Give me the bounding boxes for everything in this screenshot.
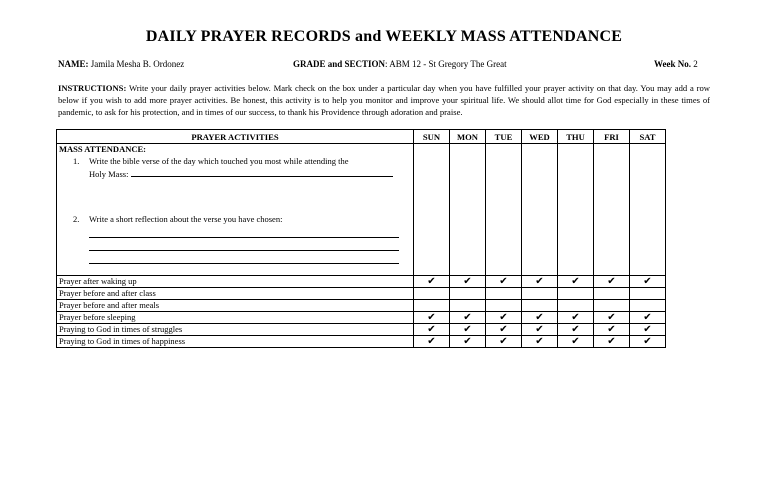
activity-label: Prayer before and after meals <box>57 300 414 312</box>
grade-value: ABM 12 - St Gregory The Great <box>389 59 507 69</box>
day-cell-thu[interactable] <box>558 312 594 324</box>
day-cell-fri[interactable] <box>594 300 630 312</box>
mass-attendance-cell: MASS ATTENDANCE: 1. Write the bible verse of the day which touched you most while attending the Holy Mass: 2. Write a short reflection about the verse you have chosen: <box>57 144 414 276</box>
day-cell-sat[interactable] <box>630 288 666 300</box>
table-row <box>57 276 666 288</box>
day-cell-thu[interactable] <box>558 300 594 312</box>
day-cell-sat[interactable] <box>630 324 666 336</box>
week-label: Week No <box>654 59 689 69</box>
check-mark-icon: ✔ <box>499 324 508 335</box>
mass-attendance-row <box>57 144 666 276</box>
day-cell-mon[interactable] <box>450 324 486 336</box>
mass-cell-thu[interactable] <box>558 144 594 276</box>
day-cell-wed[interactable] <box>522 336 558 348</box>
check-mark-icon: ✔ <box>571 312 580 323</box>
day-cell-thu[interactable] <box>558 276 594 288</box>
week-value: 2 <box>693 59 698 69</box>
check-mark-icon: ✔ <box>499 336 508 347</box>
header-tue: TUE <box>486 130 522 144</box>
check-mark-icon: ✔ <box>427 312 436 323</box>
day-cell-sat[interactable] <box>630 312 666 324</box>
activity-label: Praying to God in times of happiness <box>57 336 414 348</box>
check-mark-icon: ✔ <box>607 276 616 287</box>
check-mark-icon: ✔ <box>571 276 580 287</box>
day-cell-fri[interactable] <box>594 288 630 300</box>
day-cell-wed[interactable] <box>522 312 558 324</box>
day-cell-tue[interactable] <box>486 288 522 300</box>
day-cell-mon[interactable] <box>450 336 486 348</box>
day-cell-tue[interactable] <box>486 312 522 324</box>
day-cell-sat[interactable] <box>630 300 666 312</box>
table-row <box>57 312 666 324</box>
table-header-row <box>57 130 666 144</box>
header-sun: SUN <box>414 130 450 144</box>
instructions-text: Write your daily prayer activities below. Mark check on the box under a particular day when you have fulfilled your prayer activity on that day. You may add a row below if you wish to add more prayer activities. Be honest, this activity is to help you monitor and improve your spiritual life. We should allot time for God especially in these times of pandemic, to ask for his protection, and in times of our success, to thank his Providence through adoration and praise. <box>58 83 710 117</box>
check-mark-icon: ✔ <box>607 312 616 323</box>
day-cell-fri[interactable] <box>594 312 630 324</box>
day-cell-tue[interactable] <box>486 336 522 348</box>
question-1-text: Write the bible verse of the day which touched you most while attending the <box>89 156 349 166</box>
day-cell-mon[interactable] <box>450 312 486 324</box>
check-mark-icon: ✔ <box>535 324 544 335</box>
table-body <box>57 144 666 348</box>
header-sat: SAT <box>630 130 666 144</box>
activity-label: Prayer after waking up <box>57 276 414 288</box>
day-cell-fri[interactable] <box>594 336 630 348</box>
mass-cell-tue[interactable] <box>486 144 522 276</box>
activity-label: Praying to God in times of struggles <box>57 324 414 336</box>
header-wed: WED <box>522 130 558 144</box>
name-label: NAME <box>58 59 86 69</box>
grade-label: GRADE and SECTION <box>293 59 386 69</box>
mass-heading: MASS ATTENDANCE <box>59 144 144 154</box>
day-cell-tue[interactable] <box>486 276 522 288</box>
header-fri: FRI <box>594 130 630 144</box>
day-cell-mon[interactable] <box>450 288 486 300</box>
question-1-number: 1. <box>73 156 80 166</box>
instructions: INSTRUCTIONS: Write your daily prayer activities below. Mark check on the box under a particular day when you have fulfilled your prayer activity on that day. You may add a row below if you wish to add more prayer activities. Be honest, this activity is to help you monitor and improve your spiritual life. We should allot time for God especially in these times of pandemic, to ask for his protection, and in times of our success, to thank his Providence through adoration and praise. <box>58 83 710 117</box>
check-mark-icon: ✔ <box>607 324 616 335</box>
check-mark-icon: ✔ <box>643 336 652 347</box>
day-cell-tue[interactable] <box>486 324 522 336</box>
day-cell-fri[interactable] <box>594 324 630 336</box>
week-number: Week No. 2 <box>654 59 698 69</box>
check-mark-icon: ✔ <box>571 336 580 347</box>
instructions-label: INSTRUCTIONS <box>58 83 124 93</box>
day-cell-tue[interactable] <box>486 300 522 312</box>
day-cell-thu[interactable] <box>558 324 594 336</box>
document-title: DAILY PRAYER RECORDS and WEEKLY MASS ATTENDANCE <box>145 28 623 45</box>
day-cell-thu[interactable] <box>558 288 594 300</box>
mass-cell-sat[interactable] <box>630 144 666 276</box>
check-mark-icon: ✔ <box>427 276 436 287</box>
header-mon: MON <box>450 130 486 144</box>
day-cell-sun[interactable] <box>414 324 450 336</box>
table-row <box>57 288 666 300</box>
reflection-line-1[interactable] <box>89 225 399 238</box>
question-1 <box>59 155 411 180</box>
check-mark-icon: ✔ <box>463 336 472 347</box>
day-cell-sun[interactable] <box>414 300 450 312</box>
day-cell-mon[interactable] <box>450 300 486 312</box>
day-cell-wed[interactable] <box>522 276 558 288</box>
mass-cell-mon[interactable] <box>450 144 486 276</box>
check-mark-icon: ✔ <box>571 324 580 335</box>
question-2-number: 2. <box>73 214 80 224</box>
day-cell-sat[interactable] <box>630 276 666 288</box>
activity-label: Prayer before and after class <box>57 288 414 300</box>
check-mark-icon: ✔ <box>499 312 508 323</box>
day-cell-wed[interactable] <box>522 288 558 300</box>
verse-answer-line[interactable] <box>131 167 393 177</box>
mass-cell-wed[interactable] <box>522 144 558 276</box>
check-mark-icon: ✔ <box>499 276 508 287</box>
check-mark-icon: ✔ <box>607 336 616 347</box>
day-cell-wed[interactable] <box>522 300 558 312</box>
day-cell-sun[interactable] <box>414 336 450 348</box>
check-mark-icon: ✔ <box>427 336 436 347</box>
day-cell-fri[interactable] <box>594 276 630 288</box>
day-cell-wed[interactable] <box>522 324 558 336</box>
table-row <box>57 324 666 336</box>
check-mark-icon: ✔ <box>463 312 472 323</box>
prayer-table <box>56 129 666 348</box>
reflection-line-2[interactable] <box>89 238 399 251</box>
check-mark-icon: ✔ <box>535 312 544 323</box>
check-mark-icon: ✔ <box>463 276 472 287</box>
question-2-text: Write a short reflection about the verse you have chosen: <box>89 214 283 224</box>
name-value: Jamila Mesha B. Ordonez <box>90 59 185 69</box>
header-activities: PRAYER ACTIVITIES <box>57 130 414 144</box>
header-thu: THU <box>558 130 594 144</box>
table-row <box>57 336 666 348</box>
check-mark-icon: ✔ <box>427 324 436 335</box>
check-mark-icon: ✔ <box>643 324 652 335</box>
mass-cell-sun[interactable] <box>414 144 450 276</box>
day-cell-sat[interactable] <box>630 336 666 348</box>
day-cell-mon[interactable] <box>450 276 486 288</box>
check-mark-icon: ✔ <box>535 336 544 347</box>
check-mark-icon: ✔ <box>643 276 652 287</box>
check-mark-icon: ✔ <box>535 276 544 287</box>
grade-section: GRADE and SECTION: ABM 12 - St Gregory The Great <box>293 59 507 69</box>
mass-cell-fri[interactable] <box>594 144 630 276</box>
student-name: NAME: Jamila Mesha B. Ordonez <box>58 59 185 69</box>
question-1-text-cont: Holy Mass: <box>89 169 129 179</box>
activity-label: Prayer before sleeping <box>57 312 414 324</box>
day-cell-sun[interactable] <box>414 312 450 324</box>
day-cell-thu[interactable] <box>558 336 594 348</box>
day-cell-sun[interactable] <box>414 288 450 300</box>
question-2 <box>59 213 411 264</box>
reflection-line-3[interactable] <box>89 251 399 264</box>
day-cell-sun[interactable] <box>414 276 450 288</box>
check-mark-icon: ✔ <box>463 324 472 335</box>
check-mark-icon: ✔ <box>643 312 652 323</box>
table-row <box>57 300 666 312</box>
